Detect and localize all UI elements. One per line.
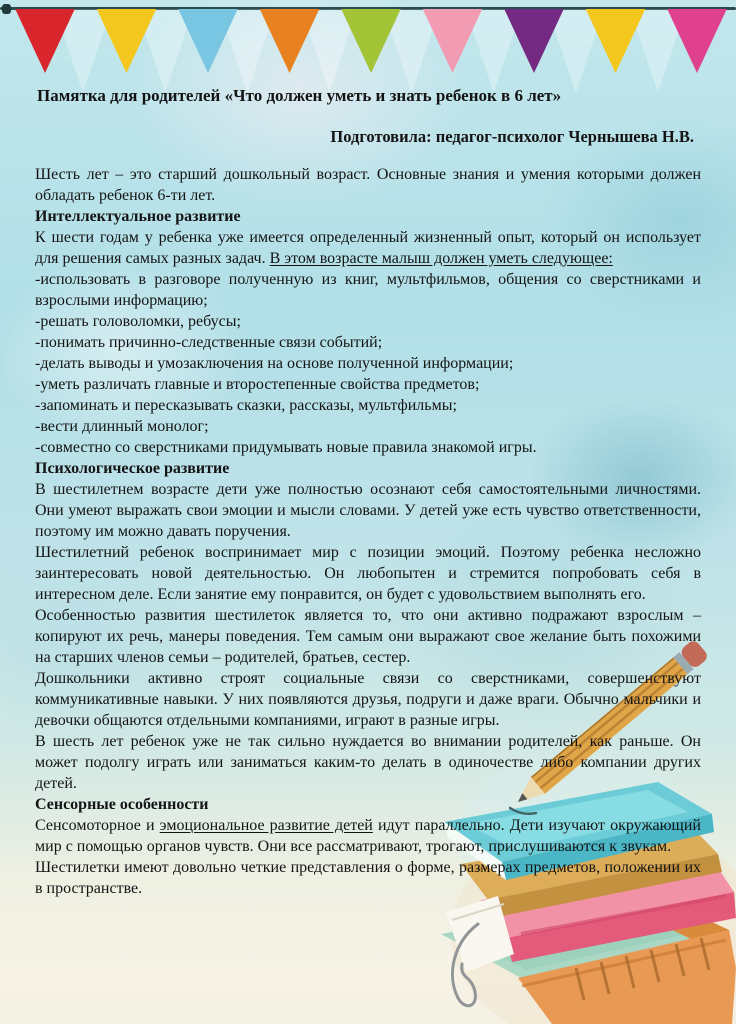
paragraph	[35, 605, 701, 668]
paragraph	[35, 269, 701, 311]
page-title: Памятка для родителей «Что должен уметь и знать ребенок в 6 лет»	[37, 86, 562, 105]
document-body	[35, 164, 701, 899]
pennant-flag-purple	[503, 9, 565, 73]
paragraph	[35, 857, 701, 899]
paragraph	[35, 731, 701, 794]
author-byline: Подготовила: педагог-психолог Чернышева Н.В.	[330, 127, 694, 146]
text-run: -понимать причинно-следственные связи событий;	[35, 334, 383, 351]
text-run: эмоциональное развитие детей	[159, 817, 373, 834]
pennant-flag-lime-green	[340, 9, 402, 73]
paragraph	[35, 332, 701, 353]
pennant-flag-light-blue	[177, 9, 239, 73]
text-run: -решать головоломки, ребусы;	[35, 313, 241, 330]
text-run: -вести длинный монолог;	[35, 418, 209, 435]
section-heading	[35, 794, 701, 815]
paragraph	[35, 815, 701, 857]
pennant-flag-pink	[422, 9, 484, 73]
text-run: -уметь различать главные и второстепенные свойства предметов;	[35, 376, 480, 393]
text-run: -использовать в разговоре полученную из книг, мультфильмов, общения со сверстниками и взрослыми информацию;	[35, 271, 701, 309]
bunting-flags	[14, 9, 728, 73]
text-run: В шесть лет ребенок уже не так сильно нуждается во внимании родителей, как раньше. Он может подолгу играть или заниматься каким-то делать в одиночестве либо компании других детей.	[35, 733, 701, 792]
paragraph	[35, 311, 701, 332]
paragraph	[35, 374, 701, 395]
pennant-flag-red	[14, 9, 76, 73]
text-run: -совместно со сверстниками придумывать новые правила знакомой игры.	[35, 439, 537, 456]
text-run: Шестилетний ребенок воспринимает мир с позиции эмоций. Поэтому ребенка несложно заинтересовать новой деятельностью. Он любопытен и стремится попробовать себя в интересном деле. Если занятие ему понравится, он будет с удовольствием выполнять его.	[35, 544, 701, 603]
paragraph	[35, 227, 701, 269]
paragraph	[35, 668, 701, 731]
text-run: В шестилетнем возрасте дети уже полностью осознают себя самостоятельными личностями. Они умеют выражать свои эмоции и мысли словами. У детей уже есть чувство ответственности, поэтому им можно давать поручения.	[35, 481, 701, 540]
text-run: Сенсорные особенности	[35, 796, 209, 813]
text-run: Психологическое развитие	[35, 460, 230, 477]
text-run: Особенностью развития шестилеток является то, что они активно подражают взрослым – копируют их речь, манеры поведения. Тем самым они выражают свое желание быть похожими на старших членов семьи – родителей, братьев, сестер.	[35, 607, 701, 666]
pennant-flag-orange	[259, 9, 321, 73]
text-run: Интеллектуальное развитие	[35, 208, 241, 225]
pennant-flag-yellow	[96, 9, 158, 73]
paragraph	[35, 437, 701, 458]
paragraph	[35, 164, 701, 206]
text-run: К шести годам у ребенка уже имеется определенный жизненный опыт, который он использует для решения самых разных задач.	[35, 229, 701, 267]
text-run: Сенсомоторное и	[35, 817, 160, 834]
paragraph	[35, 353, 701, 374]
text-run: В этом возрасте малыш должен уметь следующее:	[269, 250, 613, 267]
section-heading	[35, 458, 701, 479]
text-run: идут параллельно. Дети изучают окружающий мир с помощью органов чувств. Они все рассматривают, трогают, прислушиваются к звукам.	[35, 817, 701, 855]
bunting-string-knot	[2, 4, 11, 14]
paragraph	[35, 416, 701, 437]
pennant-flag-magenta	[666, 9, 728, 73]
section-heading	[35, 206, 701, 227]
text-run: Шесть лет – это старший дошкольный возраст. Основные знания и умения которыми должен обладать ребенок 6-ти лет.	[35, 166, 701, 204]
paragraph	[35, 395, 701, 416]
text-run: -делать выводы и умозаключения на основе полученной информации;	[35, 355, 514, 372]
text-run: Дошкольники активно строят социальные связи со сверстниками, совершенствуют коммуникативные навыки. У них появляются друзья, подруги и даже враги. Обычно мальчики и девочки общаются отдельными компаниями, играют в разные игры.	[35, 670, 701, 729]
paragraph	[35, 542, 701, 605]
paragraph	[35, 479, 701, 542]
text-run: Шестилетки имеют довольно четкие представления о форме, размерах предметов, положении их в пространстве.	[35, 859, 701, 897]
text-run: -запоминать и пересказывать сказки, рассказы, мультфильмы;	[35, 397, 457, 414]
pennant-flag-yellow-2	[585, 9, 647, 73]
